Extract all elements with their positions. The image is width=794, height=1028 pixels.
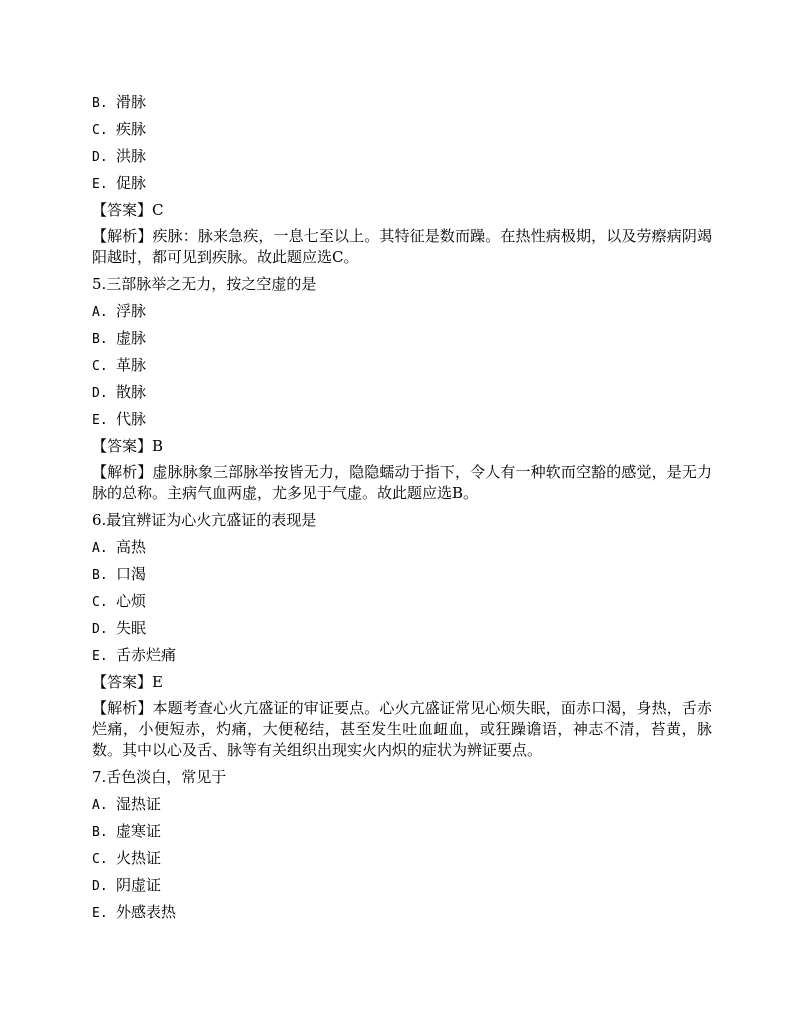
option-line	[92, 143, 712, 170]
option-text: 湿热证	[116, 795, 162, 813]
answer-label: 【答案】	[92, 201, 153, 219]
option-line	[92, 534, 712, 561]
option-text: 代脉	[116, 410, 147, 428]
option-line	[92, 561, 712, 588]
option-text: 促脉	[116, 174, 147, 192]
option-text: 疾脉	[116, 120, 147, 138]
option-line	[92, 615, 712, 642]
option-letter: E.	[92, 906, 108, 921]
answer-line	[92, 669, 712, 696]
option-line	[92, 325, 712, 352]
option-letter: A.	[92, 541, 108, 556]
option-text: 浮脉	[116, 302, 147, 320]
option-letter: B.	[92, 332, 108, 347]
question-title: 5.三部脉举之无力，按之空虚的是	[92, 275, 317, 293]
analysis-paragraph	[92, 226, 712, 268]
option-line	[92, 116, 712, 143]
option-letter: B.	[92, 825, 108, 840]
option-letter: E.	[92, 177, 108, 192]
option-text: 阴虚证	[116, 876, 162, 894]
option-text: 外感表热	[116, 903, 177, 921]
analysis-paragraph	[92, 462, 712, 504]
option-letter: D.	[92, 622, 108, 637]
option-line	[92, 170, 712, 197]
option-line	[92, 642, 712, 669]
analysis-label: 【解析】	[92, 699, 153, 717]
question-title: 6.最宜辨证为心火亢盛证的表现是	[92, 511, 317, 529]
analysis-text: 本题考查心火亢盛证的审证要点。心火亢盛证常见心烦失眠，面赤口渴，身热，舌赤烂痛，小便短赤，灼痛，大便秘结，甚至发生吐血衄血，或狂躁谵语，神志不清，苔黄，脉数。其中以心及舌、脉等有关组织出现实火内炽的症状为辨证要点。	[92, 699, 712, 759]
option-line	[92, 588, 712, 615]
answer-label: 【答案】	[92, 673, 153, 691]
option-line	[92, 379, 712, 406]
analysis-label: 【解析】	[92, 463, 153, 481]
answer-line	[92, 197, 712, 224]
option-text: 心烦	[116, 592, 147, 610]
analysis-text: 虚脉脉象三部脉举按皆无力，隐隐蠕动于指下，令人有一种软而空豁的感觉，是无力脉的总称。主病气血两虚，尤多见于气虚。故此题应选B。	[92, 463, 712, 502]
option-text: 失眠	[116, 619, 147, 637]
option-letter: C.	[92, 595, 108, 610]
option-line	[92, 818, 712, 845]
answer-line	[92, 433, 712, 460]
option-text: 虚寒证	[116, 822, 162, 840]
answer-value: C	[152, 201, 164, 219]
answer-value: B	[152, 437, 164, 455]
answer-label: 【答案】	[92, 437, 153, 455]
analysis-label: 【解析】	[92, 227, 153, 245]
option-line	[92, 352, 712, 379]
option-letter: D.	[92, 879, 108, 894]
option-text: 虚脉	[116, 329, 147, 347]
option-text: 散脉	[116, 383, 147, 401]
option-text: 滑脉	[116, 93, 147, 111]
document-body	[92, 89, 712, 926]
option-letter: E.	[92, 413, 108, 428]
option-letter: A.	[92, 798, 108, 813]
option-letter: C.	[92, 123, 108, 138]
option-letter: D.	[92, 386, 108, 401]
analysis-text: 疾脉：脉来急疾，一息七至以上。其特征是数而躁。在热性病极期，以及劳瘵病阴竭阳越时，都可见到疾脉。故此题应选C。	[92, 227, 712, 266]
option-letter: E.	[92, 649, 108, 664]
option-letter: C.	[92, 359, 108, 374]
option-line	[92, 845, 712, 872]
option-line	[92, 899, 712, 926]
option-letter: B.	[92, 96, 108, 111]
option-text: 高热	[116, 538, 147, 556]
option-line	[92, 791, 712, 818]
option-text: 革脉	[116, 356, 147, 374]
option-letter: A.	[92, 305, 108, 320]
option-line	[92, 872, 712, 899]
option-text: 洪脉	[116, 147, 147, 165]
question-title: 7.舌色淡白，常见于	[92, 768, 227, 786]
option-text: 舌赤烂痛	[116, 646, 177, 664]
option-letter: C.	[92, 852, 108, 867]
option-line	[92, 406, 712, 433]
answer-value: E	[152, 673, 163, 691]
option-letter: B.	[92, 568, 108, 583]
analysis-paragraph	[92, 698, 712, 761]
option-text: 口渴	[116, 565, 147, 583]
option-letter: D.	[92, 150, 108, 165]
option-line	[92, 89, 712, 116]
option-text: 火热证	[116, 849, 162, 867]
option-line	[92, 298, 712, 325]
